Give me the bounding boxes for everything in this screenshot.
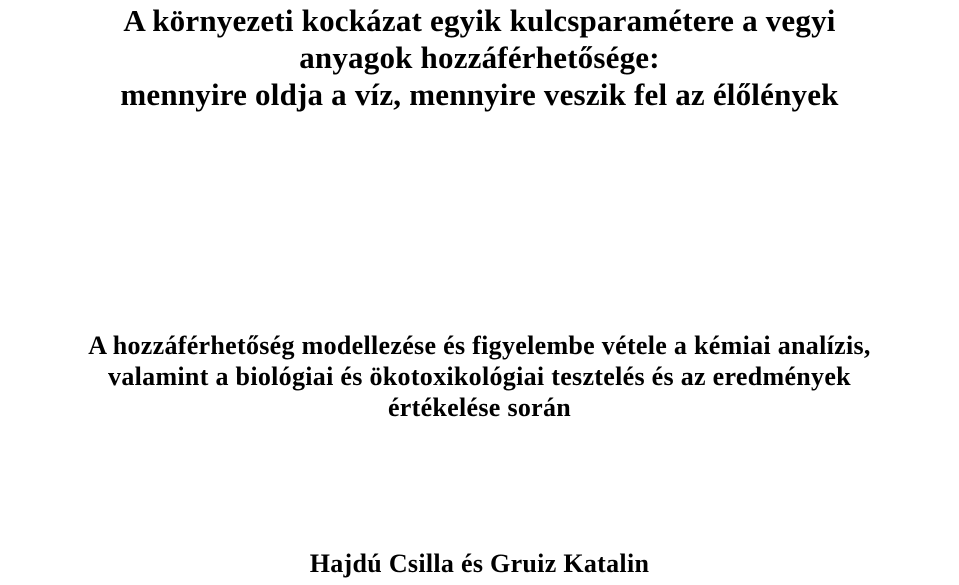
document-subtitle bbox=[0, 330, 959, 423]
title-line-1: A környezeti kockázat egyik kulcsparamétere a vegyi bbox=[123, 3, 836, 38]
document-authors: Hajdú Csilla és Gruiz Katalin bbox=[309, 549, 650, 578]
document-title bbox=[0, 2, 959, 113]
title-line-2: anyagok hozzáférhetősége: bbox=[299, 40, 660, 75]
subtitle-line-3: értékelése során bbox=[387, 393, 572, 422]
title-line-3: mennyire oldja a víz, mennyire veszik fel az élőlények bbox=[120, 77, 839, 112]
subtitle-line-2: valamint a biológiai és ökotoxikológiai tesztelés és az eredmények bbox=[108, 362, 851, 391]
subtitle-line-1: A hozzáférhetőség modellezése és figyelembe vétele a kémiai analízis, bbox=[88, 331, 871, 360]
